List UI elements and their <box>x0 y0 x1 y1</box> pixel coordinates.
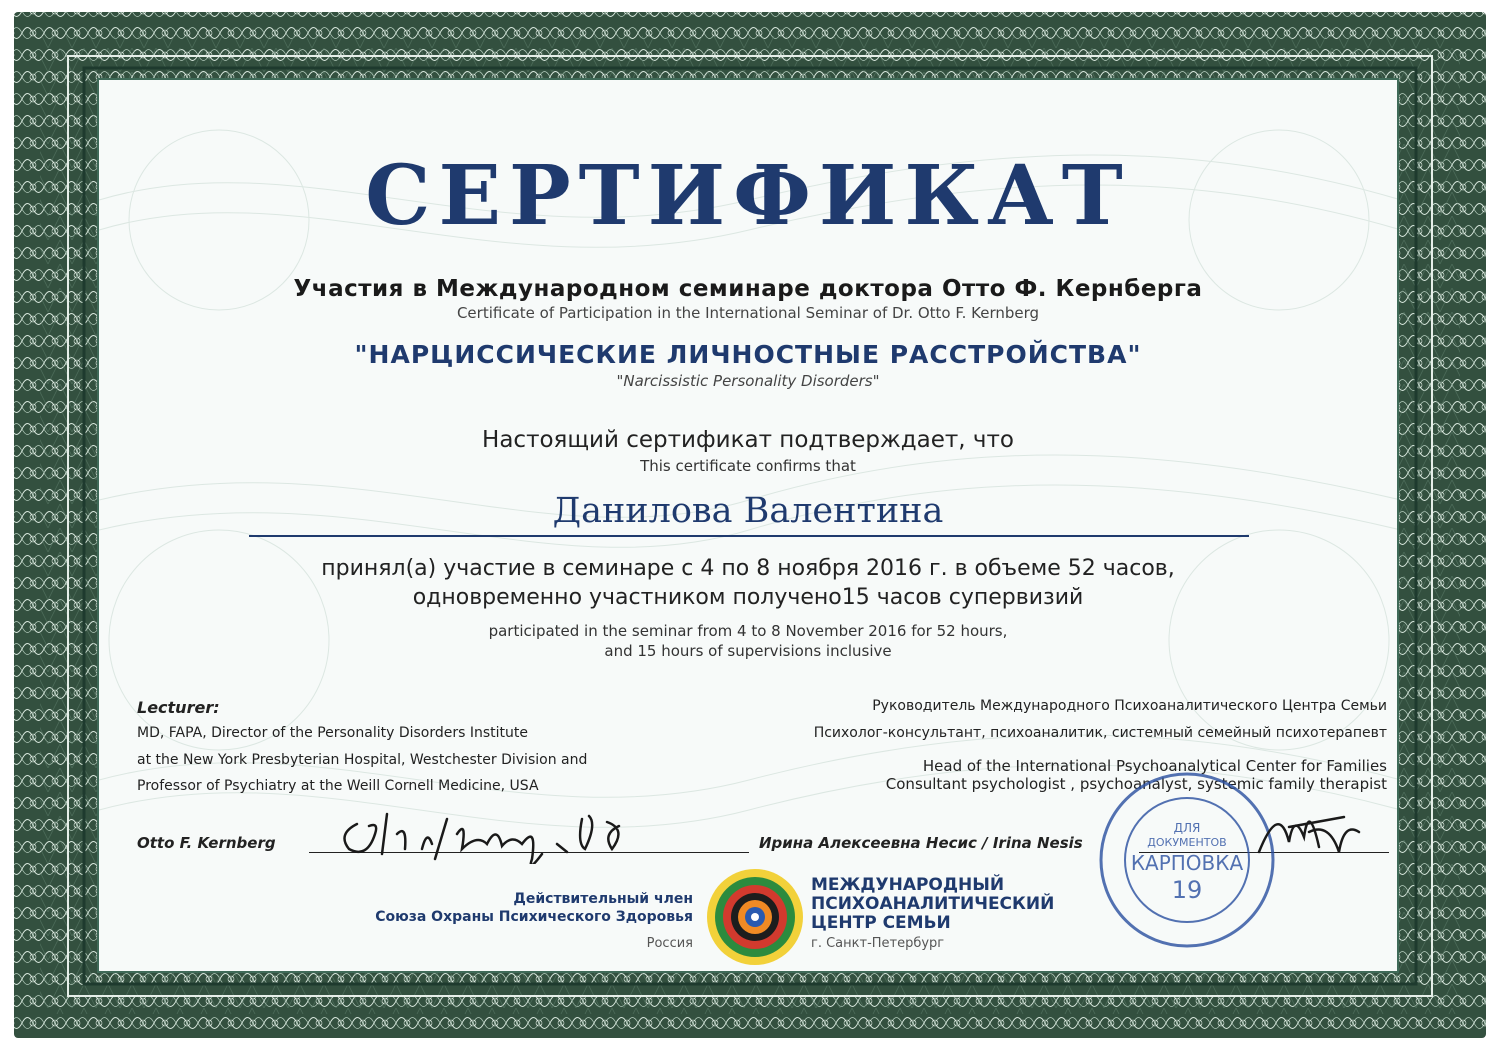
recipient-underline <box>249 535 1249 537</box>
lecturer-signature <box>327 804 687 864</box>
head-title-en-1: Head of the International Psychoanalytical Center for Families <box>922 757 1387 775</box>
head-title-ru-1: Руководитель Международного Психоаналитического Центра Семьи <box>872 698 1387 714</box>
lecturer-signature-name: Otto F. Kernberg <box>137 834 276 852</box>
participation-details-en-2: and 15 hours of supervisions inclusive <box>604 642 892 660</box>
confirms-text-ru: Настоящий сертификат подтверждает, что <box>482 427 1014 453</box>
stamp-text-top: ДЛЯ <box>1173 821 1201 835</box>
head-title-ru-2: Психолог-консультант, психоаналитик, системный семейный психотерапевт <box>813 725 1387 741</box>
membership-line-1: Действительный член <box>513 891 693 907</box>
stamp-text-middle: ДОКУМЕНТОВ <box>1147 836 1227 849</box>
participation-details-ru-2: одновременно участником получено15 часов супервизий <box>412 585 1084 610</box>
certificate-title: СЕРТИФИКАТ <box>365 148 1131 244</box>
organization-name-1: МЕЖДУНАРОДНЫЙ <box>811 875 1005 895</box>
stamp-text-name: КАРПОВКА <box>1130 851 1244 875</box>
membership-line-2: Союза Охраны Психического Здоровья <box>375 909 693 925</box>
lecturer-credentials-3: Professor of Psychiatry at the Weill Cornell Medicine, USA <box>137 778 539 794</box>
lecturer-credentials-1: MD, FAPA, Director of the Personality Disorders Institute <box>137 725 528 741</box>
lecturer-heading: Lecturer: <box>137 698 220 717</box>
membership-country: Россия <box>646 936 693 951</box>
confirms-text-en: This certificate confirms that <box>640 457 856 475</box>
organization-city: г. Санкт-Петербург <box>811 936 945 951</box>
seminar-topic-en: "Narcissistic Personality Disorders" <box>616 372 880 390</box>
seminar-topic-ru: "НАРЦИССИЧЕСКИЕ ЛИЧНОСТНЫЕ РАССТРОЙСТВА" <box>354 340 1142 369</box>
stamp-text-number: 19 <box>1171 876 1203 904</box>
participation-heading-ru: Участия в Международном семинаре доктора Отто Ф. Кернберга <box>293 276 1203 302</box>
recipient-name: Данилова Валентина <box>552 491 944 531</box>
family-center-logo <box>705 867 805 967</box>
organization-name-3: ЦЕНТР СЕМЬИ <box>811 913 951 933</box>
head-signature-name: Ирина Алексеевна Несис / Irina Nesis <box>759 834 1083 852</box>
lecturer-credentials-2: at the New York Presbyterian Hospital, Westchester Division and <box>137 752 588 768</box>
participation-heading-en: Certificate of Participation in the International Seminar of Dr. Otto F. Kernberg <box>456 304 1040 322</box>
organization-name-2: ПСИХОАНАЛИТИЧЕСКИЙ <box>811 894 1055 914</box>
participation-details-en-1: participated in the seminar from 4 to 8 November 2016 for 52 hours, <box>488 622 1008 640</box>
head-title-en-2: Consultant psychologist , psychoanalyst, systemic family therapist <box>885 775 1387 793</box>
head-signature <box>1249 792 1369 872</box>
participation-details-ru-1: принял(а) участие в семинаре с 4 по 8 ноября 2016 г. в объеме 52 часов, <box>321 556 1175 581</box>
certificate-panel <box>97 78 1399 973</box>
